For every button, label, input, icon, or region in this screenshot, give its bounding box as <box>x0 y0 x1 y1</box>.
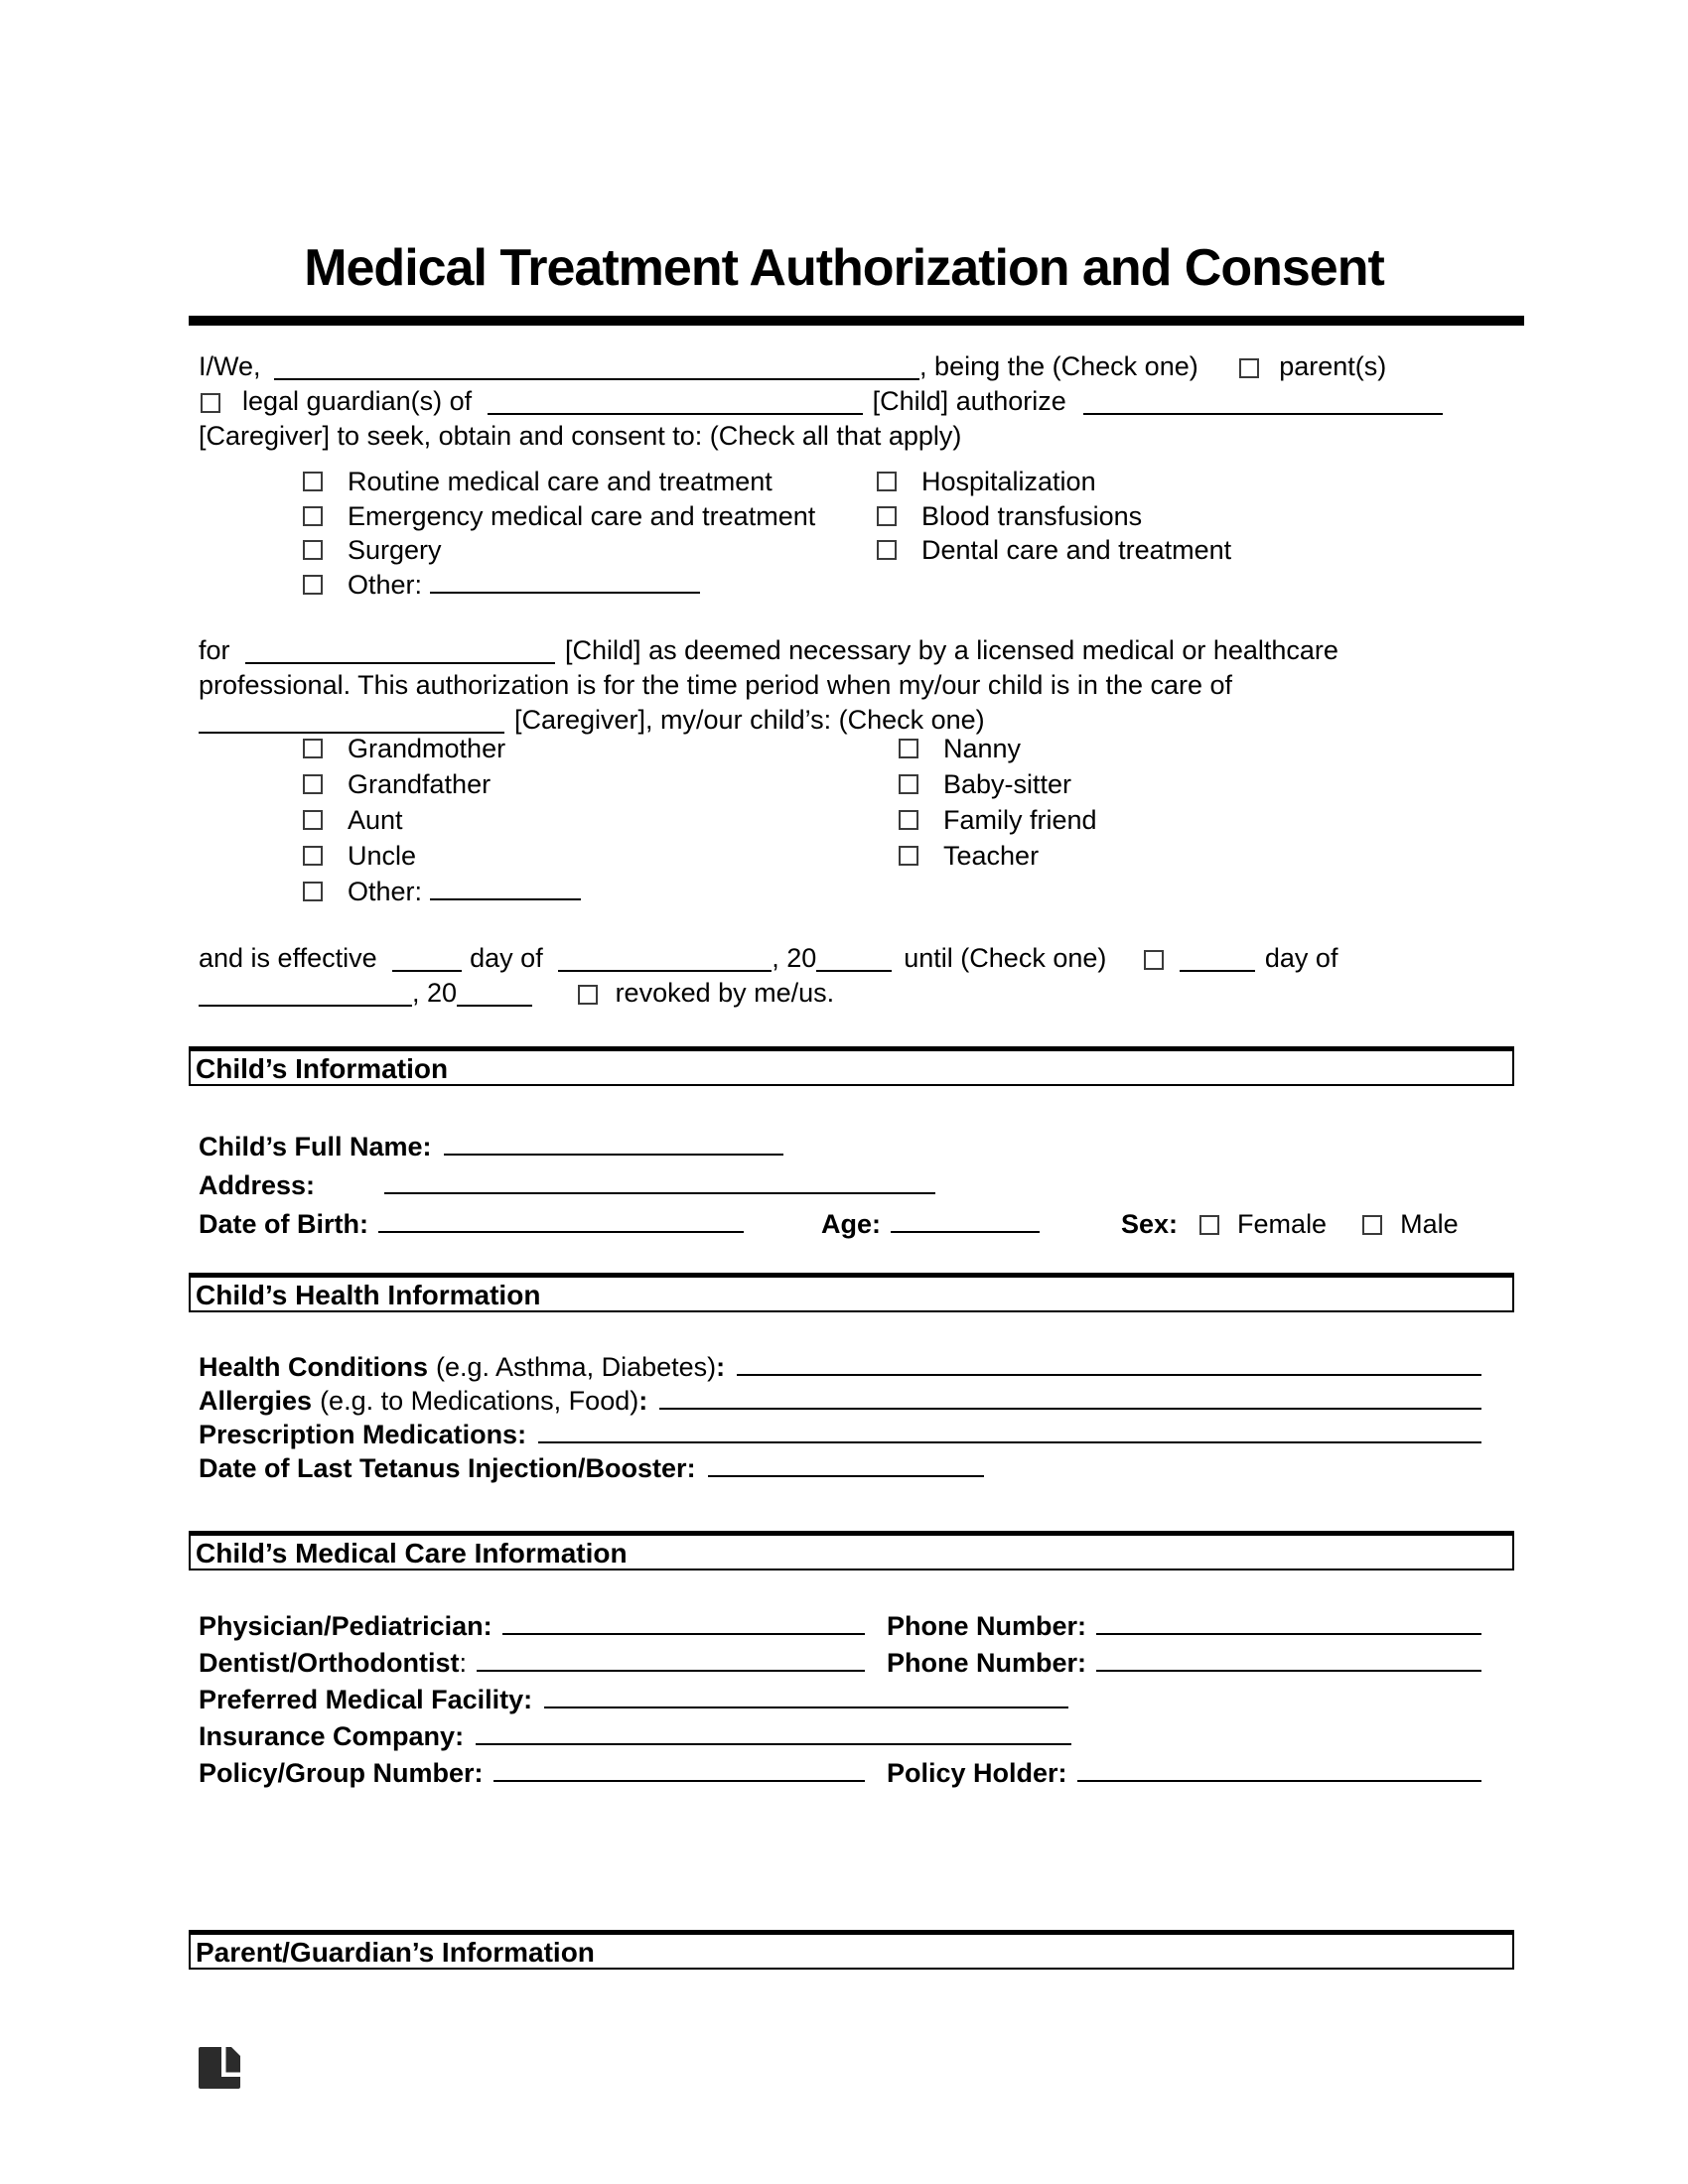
relationship-option-label: Family friend <box>943 805 1097 835</box>
section-header-child-medical <box>189 1531 1514 1570</box>
consent-checklist <box>199 465 1489 602</box>
checkbox-blood-transfusions[interactable] <box>877 506 897 526</box>
intro-text: [Caregiver] to seek, obtain and consent to: (Check all that apply) <box>199 421 962 451</box>
colon: : <box>716 1352 726 1382</box>
effective-text: , 20 <box>412 978 458 1008</box>
checkbox-emergency-care[interactable] <box>303 506 323 526</box>
blank-medical-facility[interactable] <box>544 1683 1068 1708</box>
relationship-row <box>199 731 1489 766</box>
blank-tetanus-date[interactable] <box>708 1451 984 1477</box>
section-title: Child’s Medical Care Information <box>196 1538 628 1569</box>
blank-policy-number[interactable] <box>493 1756 865 1782</box>
section-title: Child’s Information <box>196 1053 449 1084</box>
relationship-checklist <box>199 731 1489 909</box>
sex-label: Sex: <box>1121 1209 1179 1239</box>
allergies-hint: (e.g. to Medications, Food) <box>320 1386 639 1416</box>
allergies-label: Allergies <box>199 1386 313 1416</box>
checkbox-nanny[interactable] <box>899 739 918 758</box>
section-title: Parent/Guardian’s Information <box>196 1937 595 1968</box>
intro-text: I/We, <box>199 351 261 381</box>
checkbox-other-relationship[interactable] <box>303 882 323 901</box>
relationship-option-label: Uncle <box>348 841 417 871</box>
blank-parent-names[interactable] <box>274 354 919 380</box>
blank-effective-year[interactable] <box>816 946 892 972</box>
checkbox-grandfather[interactable] <box>303 774 323 794</box>
insurance-label: Insurance Company: <box>199 1721 465 1751</box>
consent-row <box>199 499 1489 534</box>
female-label: Female <box>1237 1209 1328 1239</box>
full-name-label: Child’s Full Name: <box>199 1132 432 1161</box>
blank-child-address[interactable] <box>384 1168 935 1194</box>
checkbox-male[interactable] <box>1362 1215 1382 1235</box>
dentist-label: Dentist/Orthodontist <box>199 1648 460 1678</box>
health-conditions-label: Health Conditions <box>199 1352 428 1382</box>
blank-physician[interactable] <box>502 1609 865 1635</box>
tetanus-label: Date of Last Tetanus Injection/Booster: <box>199 1453 696 1483</box>
blank-caregiver-name[interactable] <box>1083 389 1443 415</box>
consent-option-label: Routine medical care and treatment <box>348 467 773 496</box>
colon: : <box>638 1386 648 1416</box>
effective-text: and is effective <box>199 943 377 973</box>
blank-allergies[interactable] <box>659 1384 1481 1410</box>
checkbox-routine-care[interactable] <box>303 472 323 491</box>
section-header-child-info <box>189 1046 1514 1086</box>
blank-health-conditions[interactable] <box>737 1350 1481 1376</box>
consent-option-label: Hospitalization <box>921 467 1096 496</box>
intro-text: [Child] authorize <box>872 386 1066 416</box>
blank-child-age[interactable] <box>891 1207 1040 1233</box>
blank-dentist[interactable] <box>477 1646 865 1672</box>
child-info-fields <box>199 1128 1481 1244</box>
effective-paragraph <box>199 941 1489 1011</box>
legal-templates-logo <box>199 2047 240 2089</box>
authorization-text: for <box>199 635 230 665</box>
consent-option-label: Other: <box>348 569 423 600</box>
colon: : <box>459 1648 467 1678</box>
blank-dentist-phone[interactable] <box>1096 1646 1481 1672</box>
relationship-row <box>199 766 1489 802</box>
checkbox-female[interactable] <box>1199 1215 1219 1235</box>
checkbox-baby-sitter[interactable] <box>899 774 918 794</box>
logo-icon <box>199 2047 240 2089</box>
relationship-option-label: Nanny <box>943 734 1022 763</box>
address-label: Address: <box>199 1170 316 1200</box>
policy-number-label: Policy/Group Number: <box>199 1758 484 1788</box>
section-header-child-health <box>189 1273 1514 1312</box>
checkbox-aunt[interactable] <box>303 810 323 830</box>
phone-number-label: Phone Number: <box>887 1611 1087 1641</box>
blank-insurance-company[interactable] <box>476 1719 1071 1745</box>
consent-option-label: Surgery <box>348 535 442 565</box>
blank-effective-day[interactable] <box>392 946 462 972</box>
blank-child-name[interactable] <box>488 389 863 415</box>
effective-text: revoked by me/us. <box>615 978 835 1008</box>
option-parents-label: parent(s) <box>1279 351 1387 381</box>
page-title: Medical Treatment Authorization and Consent <box>304 239 1384 297</box>
relationship-row <box>199 802 1489 838</box>
checkbox-grandmother[interactable] <box>303 739 323 758</box>
consent-row <box>199 568 1489 603</box>
checkbox-uncle[interactable] <box>303 846 323 866</box>
effective-text: , 20 <box>772 943 817 973</box>
authorization-paragraph <box>199 633 1489 738</box>
checkbox-dental-care[interactable] <box>877 540 897 560</box>
consent-option-label: Emergency medical care and treatment <box>348 500 816 531</box>
consent-option-label: Blood transfusions <box>921 500 1143 531</box>
blank-child-full-name[interactable] <box>444 1130 783 1156</box>
relationship-option-label: Aunt <box>348 805 403 835</box>
blank-until-year[interactable] <box>457 981 532 1007</box>
section-header-parent-info <box>189 1930 1514 1970</box>
consent-option-label: Dental care and treatment <box>921 535 1232 565</box>
checkbox-until-revoked[interactable] <box>578 985 598 1005</box>
blank-physician-phone[interactable] <box>1096 1609 1481 1635</box>
blank-child-name-2[interactable] <box>245 638 555 664</box>
checkbox-parents[interactable] <box>1239 358 1259 378</box>
effective-text: day of <box>470 943 543 973</box>
policy-holder-label: Policy Holder: <box>887 1758 1067 1788</box>
checkbox-other-consent[interactable] <box>303 575 323 595</box>
checkbox-legal-guardians[interactable] <box>201 393 220 413</box>
checkbox-hospitalization[interactable] <box>877 472 897 491</box>
male-label: Male <box>1400 1209 1459 1239</box>
medications-label: Prescription Medications: <box>199 1420 527 1449</box>
section-title: Child’s Health Information <box>196 1280 541 1310</box>
consent-row <box>199 533 1489 568</box>
effective-text: until (Check one) <box>904 943 1107 973</box>
intro-text: , being the (Check one) <box>919 351 1198 381</box>
health-conditions-hint: (e.g. Asthma, Diabetes) <box>436 1352 717 1382</box>
option-guardian-label: legal guardian(s) of <box>242 386 473 416</box>
relationship-option-label: Grandfather <box>348 769 492 799</box>
facility-label: Preferred Medical Facility: <box>199 1685 533 1714</box>
checkbox-family-friend[interactable] <box>899 810 918 830</box>
blank-effective-month[interactable] <box>558 946 772 972</box>
authorization-text: [Caregiver], my/our child’s: (Check one) <box>514 705 985 735</box>
checkbox-until-date[interactable] <box>1144 950 1164 970</box>
blank-policy-holder[interactable] <box>1077 1756 1481 1782</box>
child-medical-fields <box>199 1608 1481 1792</box>
child-health-fields <box>199 1350 1481 1485</box>
blank-until-month[interactable] <box>199 981 412 1007</box>
dob-label: Date of Birth: <box>199 1209 368 1239</box>
relationship-option-label: Baby-sitter <box>943 769 1072 799</box>
authorization-text: professional. This authorization is for the time period when my/our child is in the care of <box>199 670 1233 700</box>
relationship-option-label: Other: <box>348 877 423 906</box>
relationship-row <box>199 838 1489 874</box>
effective-text: day of <box>1264 943 1338 973</box>
checkbox-teacher[interactable] <box>899 846 918 866</box>
consent-row <box>199 465 1489 499</box>
blank-other-consent[interactable] <box>430 568 700 594</box>
blank-other-relationship[interactable] <box>430 875 581 900</box>
phone-number-label: Phone Number: <box>887 1648 1087 1678</box>
age-label: Age: <box>821 1209 881 1239</box>
intro-paragraph <box>199 349 1489 454</box>
checkbox-surgery[interactable] <box>303 540 323 560</box>
relationship-option-label: Grandmother <box>348 734 506 763</box>
blank-medications[interactable] <box>538 1418 1481 1443</box>
blank-child-dob[interactable] <box>378 1207 744 1233</box>
title-rule <box>189 316 1524 326</box>
relationship-option-label: Teacher <box>943 841 1040 871</box>
authorization-text: [Child] as deemed necessary by a licensed medical or healthcare <box>565 635 1338 665</box>
physician-label: Physician/Pediatrician: <box>199 1611 492 1641</box>
blank-until-day[interactable] <box>1180 946 1255 972</box>
relationship-row <box>199 874 1489 909</box>
